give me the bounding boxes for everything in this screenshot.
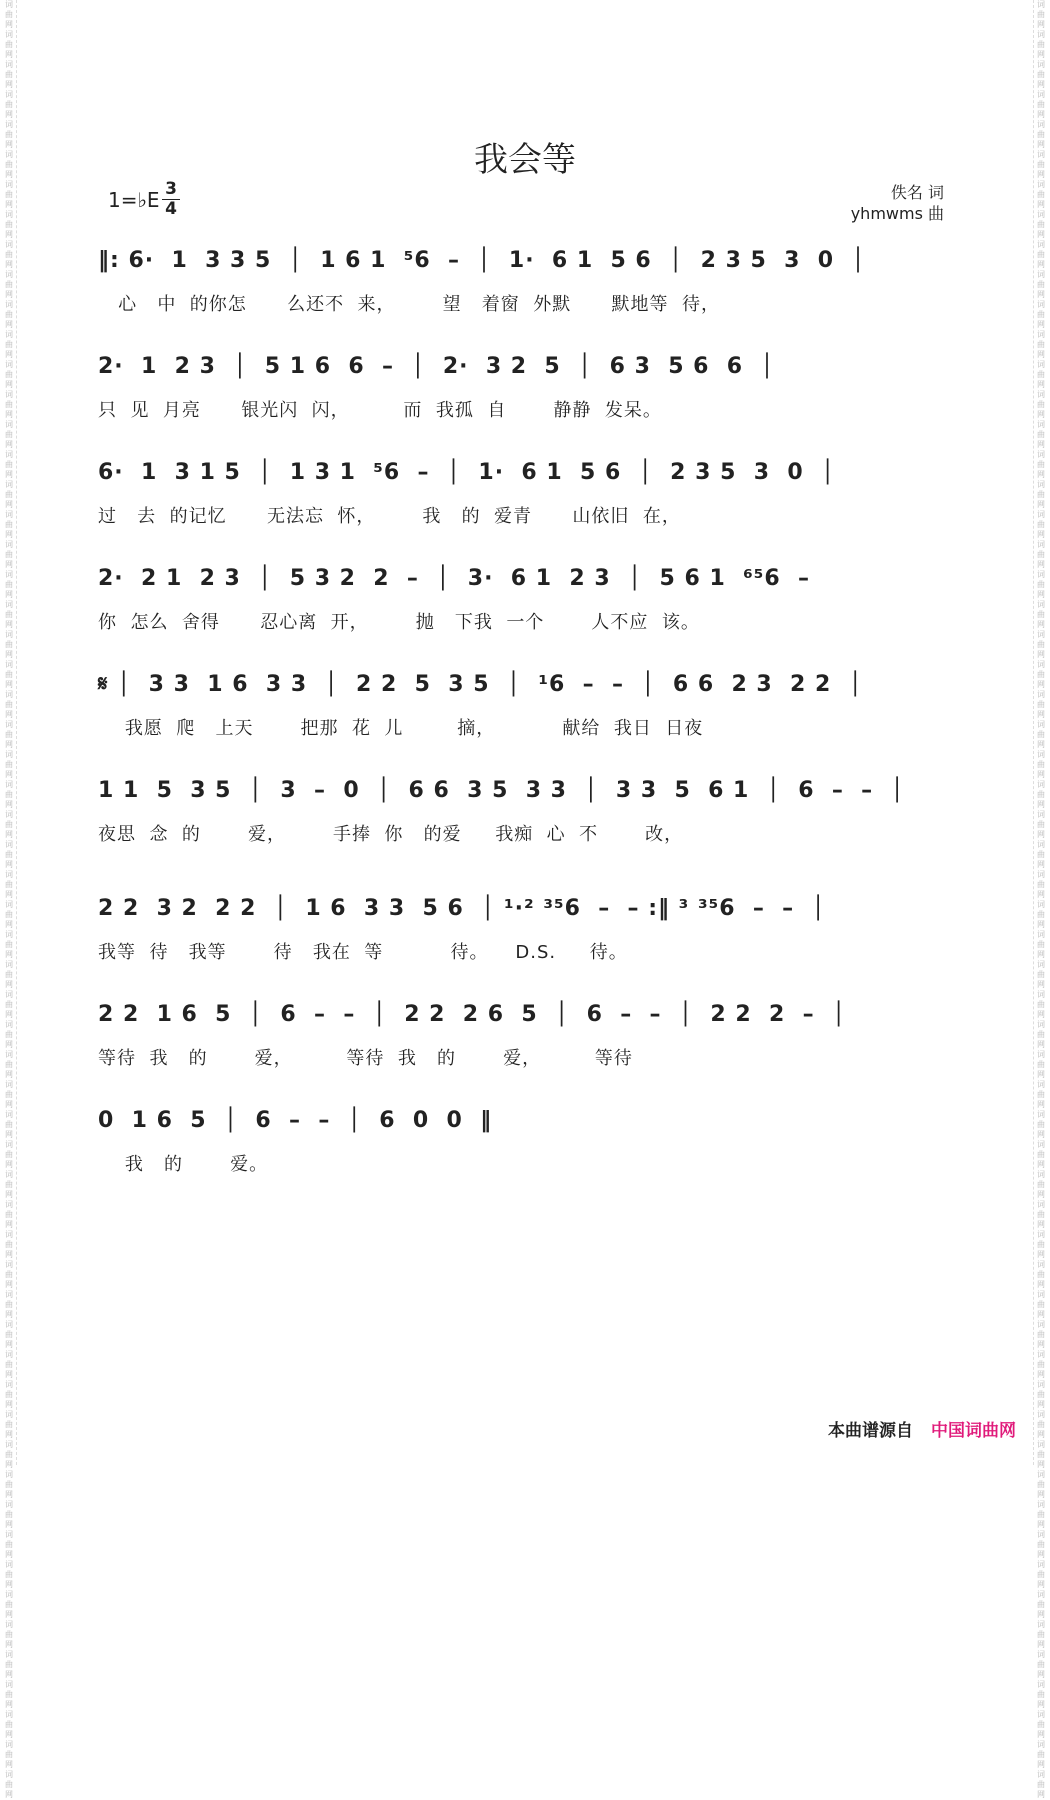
score-system-2 [98,354,950,424]
lyric-line: 过 去 的记忆 无法忘 怀， 我 的 爱青 山依旧 在， [98,506,681,527]
lyric-line: 我 的 爱。 [98,1154,269,1175]
notation-line: 2· 2 1 2 3 │ 5 3 2 2 – │ 3· 6 1 2 3 │ 5 6 1 ⁶⁵6 – [98,566,810,591]
lyric-line: 等待 我 的 爱， 等待 我 的 爱， 等待 [98,1048,633,1069]
key-signature: 1=♭E [108,188,160,212]
left-margin-watermark: 词曲网词曲网词曲网词曲网词曲网词曲网词曲网词曲网词曲网词曲网词曲网词曲网词曲网词曲网词曲网词曲网词曲网词曲网词曲网词曲网词曲网词曲网词曲网词曲网词曲网词曲网词曲网词曲网词曲网词曲网词曲网词曲网词曲网词曲网词曲网词曲网词曲网词曲网词曲网词曲网词曲网词曲网词曲网词曲网词曲网词曲网词曲网词曲网词曲网词曲网词曲网词曲网词曲网词曲网词曲网词曲网词曲网词曲网词曲网词曲网 [2,0,17,1465]
notation-line: 0 1 6 5 │ 6 – – │ 6 0 0 ‖ [98,1108,493,1133]
credits [851,182,944,224]
score-system-1 [98,248,950,318]
notation-line: 6· 1 3 1 5 │ 1 3 1 ⁵6 – │ 1· 6 1 5 6 │ 2 3 5 3 0 │ [98,460,836,485]
lyric-line: 心 中 的你怎 么还不 来， 望 着窗 外默 默地等 待， [98,294,720,315]
notation-line: ‖: 6· 1 3 3 5 │ 1 6 1 ⁵6 – │ 1· 6 1 5 6 │ 2 3 5 3 0 │ [98,248,866,273]
lyric-line: 我等 待 我等 待 我在 等 待。 D.S. 待。 [98,942,628,963]
lyric-line: 你 怎么 舍得 忍心离 开， 抛 下我 一个 人不应 该。 [98,612,700,633]
footer-source-link[interactable]: 中国词曲网 [931,1421,1016,1441]
score-system-5 [98,672,950,742]
score-system-6 [98,778,950,848]
composer-credit: yhmwms 曲 [850,204,944,223]
score-system-8 [98,1002,950,1072]
lyric-line: 只 见 月亮 银光闪 闪， 而 我孤 自 静静 发呆。 [98,400,662,421]
footer-label: 本曲谱源自 [828,1421,913,1441]
lyric-line: 我愿 爬 上天 把那 花 儿 摘， 献给 我日 日夜 [98,718,704,739]
notation-line: 1 1 5 3 5 │ 3 – 0 │ 6 6 3 5 3 3 │ 3 3 5 6 1 │ 6 – – │ [98,778,905,803]
score-system-3 [98,460,950,530]
time-signature [162,180,180,219]
meter-top: 3 [165,179,177,199]
notation-line: 2 2 1 6 5 │ 6 – – │ 2 2 2 6 5 │ 6 – – │ 2 2 2 – │ [98,1002,847,1027]
meter-bottom: 4 [162,199,180,219]
notation-line: 𝄋 │ 3 3 1 6 3 3 │ 2 2 5 3 5 │ ¹6 – – │ 6 6 2 3 2 2 │ [98,672,863,697]
score-system-9 [98,1108,950,1178]
source-footer [828,1416,1016,1441]
notation-line: 2· 1 2 3 │ 5 1 6 6 – │ 2· 3 2 5 │ 6 3 5 6 6 │ [98,354,775,379]
right-margin-watermark: 词曲网词曲网词曲网词曲网词曲网词曲网词曲网词曲网词曲网词曲网词曲网词曲网词曲网词曲网词曲网词曲网词曲网词曲网词曲网词曲网词曲网词曲网词曲网词曲网词曲网词曲网词曲网词曲网词曲网词曲网词曲网词曲网词曲网词曲网词曲网词曲网词曲网词曲网词曲网词曲网词曲网词曲网词曲网词曲网词曲网词曲网词曲网词曲网词曲网词曲网词曲网词曲网词曲网词曲网词曲网词曲网词曲网词曲网词曲网词曲网 [1033,0,1048,1465]
score-system-7 [98,896,950,966]
song-title: 我会等 [474,140,576,180]
score-system-4 [98,566,950,636]
lyric-line: 夜思 念 的 爱， 手捧 你 的爱 我痴 心 不 改， [98,824,684,845]
notation-line: 2 2 3 2 2 2 │ 1 6 3 3 5 6 │ ¹·² ³⁵6 – – :‖ ³ ³⁵6 – – │ [98,896,826,921]
lyricist-credit: 佚名 词 [890,183,944,202]
